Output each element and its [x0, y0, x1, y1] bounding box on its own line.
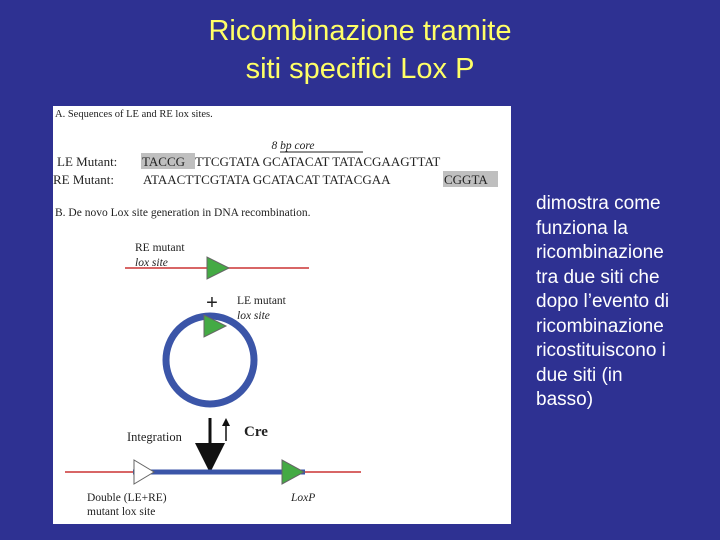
- le-mutant-text: LE mutant: [237, 295, 286, 307]
- le-highlight-seq: TACCG: [142, 154, 186, 169]
- integration-label: Integration: [127, 430, 182, 444]
- slide-title: [0, 12, 720, 88]
- lox-recombination-figure: [53, 106, 511, 524]
- slide-caption: [536, 192, 716, 413]
- loxp-label: LoxP: [291, 492, 316, 504]
- cre-label: Cre: [244, 424, 268, 440]
- caption-line-2: funziona la: [536, 217, 628, 239]
- double-lox-site-text: mutant lox site: [87, 506, 156, 518]
- caption-line-6: ricombinazione: [536, 315, 664, 337]
- figure-svg: [53, 106, 511, 524]
- re-lox-arrow: [207, 257, 229, 279]
- plus-sign: +: [206, 292, 218, 314]
- caption-line-8: due siti (in: [536, 364, 623, 386]
- caption-line-5: dopo l’evento di: [536, 291, 670, 312]
- title-line-2: siti specifici Lox P: [245, 53, 475, 85]
- caption-line-3: ricombinazione: [536, 242, 664, 263]
- core-label: 8 bp core: [271, 140, 315, 152]
- panel-b-title: B. De novo Lox site generation in DNA recombination.: [55, 207, 311, 219]
- le-lox-site-text: lox site: [237, 310, 270, 322]
- double-mutant-text: Double (LE+RE): [87, 492, 167, 504]
- re-sequence: ATAACTTCGTATA GCATACAT TATACGAA: [143, 172, 391, 187]
- double-lox-arrow: [134, 460, 154, 484]
- caption-line-1: dimostra come: [536, 193, 661, 214]
- re-mutant-text: RE mutant: [135, 242, 185, 254]
- le-mutant-label: LE Mutant:: [57, 154, 118, 169]
- title-line-1: Ricombinazione tramite: [208, 15, 512, 47]
- re-highlight-seq: CGGTA: [444, 172, 488, 187]
- caption-line-9: basso): [536, 389, 594, 410]
- le-sequence: TTCGTATA GCATACAT TATACGAAGTTAT: [195, 154, 441, 169]
- re-mutant-label: RE Mutant:: [53, 172, 115, 187]
- re-lox-site-text: lox site: [135, 257, 168, 269]
- panel-a-title: A. Sequences of LE and RE lox sites.: [55, 109, 213, 120]
- loxp-arrow: [282, 460, 304, 484]
- caption-line-7: ricostituiscono i: [536, 340, 666, 361]
- cre-arrow-head: [222, 418, 230, 426]
- caption-line-4: tra due siti che: [536, 266, 660, 288]
